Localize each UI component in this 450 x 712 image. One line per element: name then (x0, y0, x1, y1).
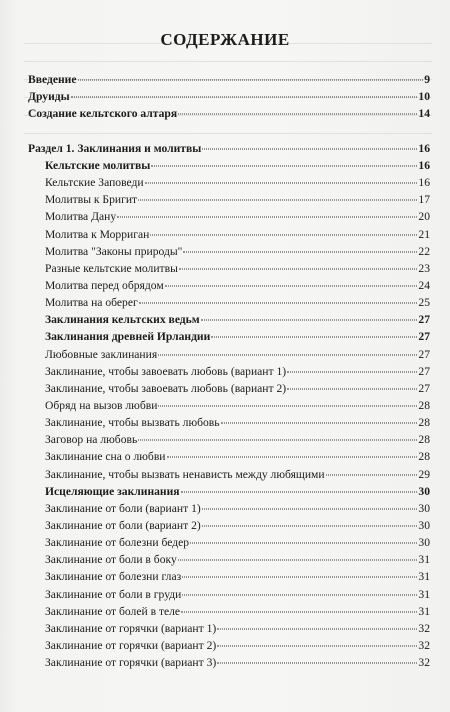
toc-entry-title: Любовные заклинания (45, 347, 158, 361)
dot-leader (181, 611, 417, 612)
toc-entry (28, 363, 430, 380)
toc-entry-title: Молитва на оберег (45, 296, 138, 310)
toc-entry (28, 71, 430, 88)
dot-leader (202, 148, 417, 149)
table-of-contents (28, 71, 430, 671)
dot-leader (138, 200, 417, 201)
toc-entry-title: Заклинания древней Ирландии (45, 330, 211, 344)
dot-leader (182, 594, 417, 595)
toc-entry-page-number: 25 (418, 296, 430, 310)
toc-entry (28, 380, 430, 397)
dot-leader (217, 646, 417, 647)
toc-entry-page-number: 21 (418, 227, 430, 241)
toc-entry-title: Заклинание, чтобы вызвать ненависть между любящими (45, 467, 325, 481)
toc-entry-title: Молитвы к Бригит (45, 193, 138, 207)
toc-entry-title: Заговор на любовь (45, 433, 138, 447)
toc-entry-page-number: 30 (418, 536, 430, 550)
toc-entry (28, 294, 430, 311)
toc-entry-title: Заклинание от боли в груди (45, 587, 182, 601)
toc-entry-title: Создание кельтского алтаря (28, 107, 178, 121)
toc-entry-title: Заклинание, чтобы завоевать любовь (вариант 2) (45, 381, 287, 395)
toc-entry-title: Молитва перед обрядом (45, 279, 164, 293)
toc-entry (28, 243, 430, 260)
dot-leader (167, 457, 418, 458)
toc-entry-title: Заклинание от горячки (вариант 1) (45, 621, 217, 635)
toc-entry-title: Исцеляющие заклинания (45, 484, 180, 498)
toc-entry-title: Заклинание от болей в теле (45, 604, 181, 618)
toc-entry (28, 620, 430, 637)
dot-leader (158, 406, 417, 407)
toc-entry-title: Молитва к Морриган (45, 227, 150, 241)
toc-entry (28, 534, 430, 551)
toc-entry-title: Заклинание от боли (вариант 2) (45, 519, 201, 533)
toc-entry-title: Заклинание, чтобы вызвать любовь (45, 416, 220, 430)
toc-entry-title: Заклинание от боли в боку (45, 553, 177, 567)
toc-entry-title: Заклинание сна о любви (45, 450, 166, 464)
toc-entry-page-number: 16 (418, 159, 430, 173)
toc-entry (28, 346, 430, 363)
toc-entry-title: Заклинание от болезни бедер (45, 536, 190, 550)
toc-entry-page-number: 27 (418, 330, 430, 344)
dot-leader (158, 354, 417, 355)
toc-entry (28, 431, 430, 448)
toc-entry (28, 88, 430, 105)
toc-entry-title: Заклинание от болезни глаз (45, 570, 182, 584)
toc-entry-page-number: 28 (418, 416, 430, 430)
toc-entry-title: Заклинания кельтских ведьм (45, 313, 200, 327)
toc-entry-title: Заклинание от боли (вариант 1) (45, 501, 201, 515)
toc-entry-page-number: 10 (418, 90, 430, 104)
toc-entry-page-number: 32 (418, 639, 430, 652)
toc-entry-page-number: 28 (418, 433, 430, 447)
dot-leader (117, 217, 417, 218)
toc-entry (28, 466, 430, 483)
dot-leader (78, 80, 424, 81)
dot-leader (217, 663, 417, 664)
toc-entry-page-number: 31 (418, 553, 430, 567)
toc-entry (28, 414, 430, 431)
toc-entry-page-number: 31 (418, 587, 430, 601)
dot-leader (151, 166, 417, 167)
dot-leader (190, 543, 417, 544)
toc-entry-page-number: 27 (418, 347, 430, 361)
toc-entry-title: Кельтские Заповеди (45, 176, 144, 190)
toc-entry (28, 328, 430, 345)
toc-entry-page-number: 27 (418, 381, 430, 395)
toc-entry (28, 140, 430, 157)
toc-entry-title: Заклинание от горячки (вариант 3) (45, 656, 217, 670)
toc-entry-title: Обряд на вызов любви (45, 399, 158, 413)
toc-entry (28, 191, 430, 208)
toc-entry-page-number: 17 (418, 193, 430, 207)
toc-entry-title: Заклинание от горячки (вариант 2) (45, 639, 217, 652)
dot-leader (183, 251, 417, 252)
toc-entry (28, 174, 430, 191)
toc-entry-page-number: 29 (418, 467, 430, 481)
dot-leader (182, 577, 417, 578)
toc-entry-title: Молитва "Законы природы" (45, 244, 183, 258)
dot-leader (71, 97, 418, 98)
dot-leader (138, 440, 417, 441)
toc-entry (28, 517, 430, 534)
toc-entry-page-number: 9 (424, 73, 430, 86)
toc-entry-page-number: 31 (418, 604, 430, 618)
toc-entry-page-number: 28 (418, 450, 430, 464)
dot-leader (202, 526, 418, 527)
toc-entry (28, 157, 430, 174)
dot-leader (287, 388, 417, 389)
toc-entry-page-number: 31 (418, 570, 430, 584)
dot-leader (139, 303, 418, 304)
toc-entry (28, 603, 430, 620)
dot-leader (221, 423, 418, 424)
toc-entry-page-number: 30 (418, 519, 430, 533)
toc-entry (28, 637, 430, 654)
toc-entry-title: Друиды (28, 90, 70, 104)
toc-entry (28, 226, 430, 243)
toc-entry (28, 586, 430, 603)
dot-leader (150, 234, 417, 235)
dot-leader (202, 508, 418, 509)
toc-entry-page-number: 20 (418, 210, 430, 224)
toc-entry-page-number: 32 (418, 656, 430, 670)
toc-entry-page-number: 23 (418, 261, 430, 275)
page-title: СОДЕРЖАНИЕ (160, 30, 290, 49)
toc-entry-title: Введение (28, 73, 77, 86)
toc-entry (28, 568, 430, 585)
dot-leader (165, 286, 418, 287)
toc-entry-page-number: 24 (418, 279, 430, 293)
toc-entry-page-number: 28 (418, 399, 430, 413)
dot-leader (178, 114, 417, 115)
toc-entry (28, 397, 430, 414)
toc-entry (28, 277, 430, 294)
section-gap (28, 122, 430, 140)
toc-entry (28, 500, 430, 517)
toc-entry-page-number: 16 (418, 141, 430, 155)
toc-entry-page-number: 30 (418, 501, 430, 515)
toc-entry-title: Разные кельтские молитвы (45, 261, 178, 275)
dot-leader (145, 183, 418, 184)
toc-entry-page-number: 22 (418, 244, 430, 258)
dot-leader (217, 628, 417, 629)
toc-entry (28, 483, 430, 500)
dot-leader (326, 474, 418, 475)
dot-leader (181, 491, 418, 492)
toc-entry (28, 208, 430, 225)
toc-entry (28, 260, 430, 277)
toc-entry (28, 551, 430, 568)
dot-leader (178, 560, 418, 561)
toc-entry (28, 654, 430, 671)
dot-leader (287, 371, 417, 372)
toc-entry-page-number: 27 (418, 313, 430, 327)
toc-entry (28, 105, 430, 122)
toc-entry (28, 448, 430, 465)
toc-entry-title: Кельтские молитвы (45, 159, 151, 173)
toc-entry-page-number: 14 (418, 107, 430, 121)
toc-entry-page-number: 27 (418, 364, 430, 378)
toc-entry-page-number: 30 (418, 484, 430, 498)
toc-entry-page-number: 32 (418, 621, 430, 635)
toc-entry-title: Молитва Дану (45, 210, 117, 224)
toc-entry-title: Заклинание, чтобы завоевать любовь (вариант 1) (45, 364, 287, 378)
toc-entry-page-number: 16 (418, 176, 430, 190)
toc-entry-title: Раздел 1. Заклинания и молитвы (28, 141, 202, 155)
dot-leader (211, 337, 417, 338)
dot-leader (179, 268, 418, 269)
toc-entry (28, 311, 430, 328)
dot-leader (201, 320, 418, 321)
